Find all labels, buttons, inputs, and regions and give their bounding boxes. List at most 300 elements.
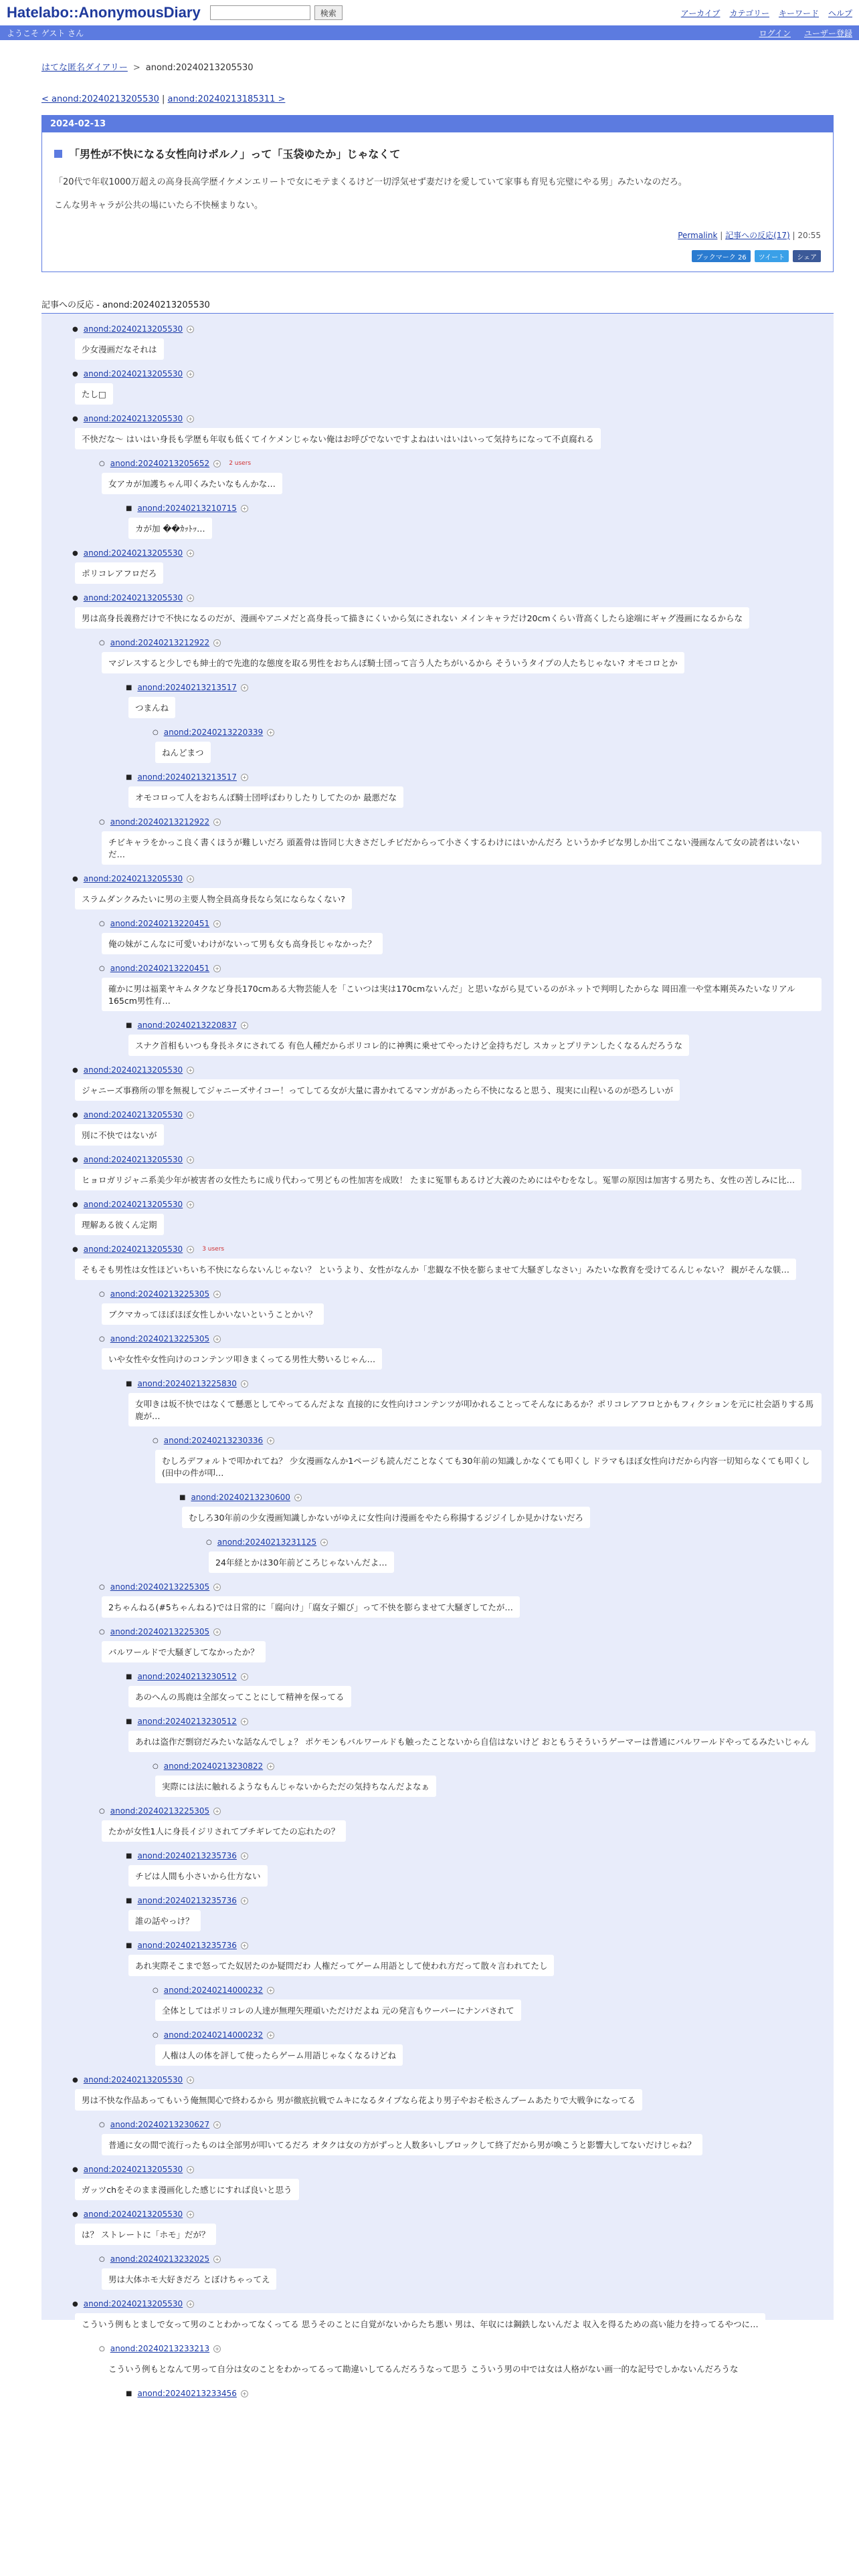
reactions-link[interactable]: 記事への反応(17) [725, 231, 790, 240]
expand-icon[interactable]: + [213, 819, 221, 826]
reply-header [72, 591, 822, 605]
bullet-icon: ○ [99, 1628, 105, 1636]
reply-link[interactable]: anond:20240213225305 [110, 1582, 210, 1592]
reply-text: 実際には法に触れるようなもんじゃないからただの気持ちなんだよなぁ [155, 1776, 436, 1797]
reply-text: あれ実際そこまで怒ってた奴居たのか疑問だわ 人権だってゲーム用語として使われ方だって散々言われてたし [128, 1955, 554, 1976]
reply-text: いや女性や女性向けのコンテンツ叩きまくってる男性大勢いるじゃん… [102, 1348, 382, 1370]
reply-link[interactable]: anond:20240213230512 [137, 1672, 237, 1681]
article-title[interactable] [54, 146, 821, 161]
reply-text: 全体としてはポリコレの人達が無理矢理頑いただけだよね 元の発言もウーパーにナンパされて [155, 2000, 521, 2021]
reply-header [126, 2386, 822, 2401]
article-footer: Permalink | 記事への反応(17) | 20:55 [678, 231, 821, 240]
reply-header [99, 916, 822, 931]
bullet-icon: ● [72, 549, 78, 557]
thread-reply [206, 1535, 822, 1580]
reply-link[interactable]: anond:20240213205530 [83, 548, 183, 558]
thread-reply [126, 1848, 822, 1893]
reply-header [72, 2162, 822, 2177]
reply-text: ガッツchをそのまま漫画化した感じにすれば良いと思う [75, 2179, 299, 2200]
thread-reply [126, 1018, 822, 1063]
thread-reply [99, 2117, 822, 2162]
reply-link[interactable]: anond:20240213205530 [83, 2299, 183, 2309]
reply-text: ヒョロガリジャニ系美少年が被害者の女性たちに成り代わって男どもの性加害を成敗！ たまに冤罪もあるけど大義のためにはやむをなし。冤罪の原因は加害する男たち、女性の苦しみに比… [75, 1169, 801, 1190]
reply-link[interactable]: anond:20240213205530 [83, 369, 183, 379]
bullet-icon: ○ [153, 728, 159, 736]
thread-reply [153, 1983, 822, 2028]
breadcrumb-separator: > [132, 63, 140, 73]
pager: < anond:20240213205530 | anond:20240213185311 > [41, 94, 286, 104]
bullet-icon: ● [72, 2076, 78, 2084]
reply-header [99, 1580, 822, 1594]
thread-reply [72, 1152, 822, 1197]
reply-header [72, 1107, 822, 1122]
reply-link[interactable]: anond:20240213213517 [137, 683, 237, 692]
reply-text: は？ ストレートに「ホモ」だが？ [75, 2224, 216, 2245]
reply-text: ポリコレアフロだろ [75, 562, 163, 584]
thread-reply [72, 2162, 822, 2207]
expand-icon[interactable]: + [241, 684, 248, 691]
reply-text: 2ちゃんねる(#5ちゃんねる)では日常的に「腐向け」「腐女子媚び」って不快を膨らませて大騒ぎしてたが… [102, 1596, 520, 1618]
reply-header [126, 1893, 822, 1908]
reply-header [153, 1433, 822, 1448]
expand-icon[interactable]: + [187, 2300, 194, 2308]
reply-link[interactable]: anond:20240213205530 [83, 1200, 183, 1209]
reply-header [179, 1490, 822, 1505]
thread-reply [99, 1624, 822, 1669]
thread-reply [179, 1490, 822, 1535]
reply-text: むしろデフォルトで叩かれてね？ 少女漫画なんか1ページも読んだことなくても30年前の知識しかなくても叩くし ドラマもほぼ女性向けだから内容一切知らなくても叩くし (田中の件が叩… [155, 1450, 822, 1483]
article [41, 115, 834, 272]
reactions-heading: 記事への反応 - anond:20240213205530 [41, 298, 834, 314]
expand-icon[interactable]: + [213, 2121, 221, 2129]
bullet-icon: ■ [126, 1673, 132, 1681]
reply-header [126, 680, 822, 695]
bullet-icon: ● [72, 415, 78, 423]
reply-text: 女アカが加護ちゃん叩くみたいなもんかな… [102, 473, 282, 494]
reply-header [126, 1018, 822, 1033]
reply-header [72, 1152, 822, 1167]
bullet-icon: ○ [99, 639, 105, 647]
reply-link[interactable]: anond:20240213230627 [110, 2120, 210, 2129]
reply-link[interactable]: anond:20240213225305 [110, 1627, 210, 1636]
thread-reply [153, 725, 822, 770]
expand-icon[interactable]: + [187, 875, 194, 883]
expand-icon[interactable]: + [213, 460, 221, 467]
expand-icon[interactable]: + [187, 1067, 194, 1074]
thread-reply [72, 546, 822, 591]
reply-text: 女叩きは坂不快ではなくて懸悪としてやってるんだよな 直接的に女性向けコンテンツが叩かれることってそんなにあるか？ポリコレアフロとかもフィクションを元に社会語りする馬鹿が… [128, 1393, 822, 1426]
reply-link[interactable]: anond:20240213230336 [163, 1436, 264, 1445]
thread-reply [72, 366, 822, 411]
expand-icon[interactable]: + [213, 1584, 221, 1591]
thread-reply [99, 635, 822, 680]
reply-link[interactable]: anond:20240213205530 [83, 874, 183, 883]
bullet-icon: ■ [126, 1897, 132, 1905]
reply-text: 男は高身長義務だけで不快になるのだが、漫画やアニメだと高身長って描きにくいから気にされない メインキャラだけ20cmくらい背高くしたら途端にギャグ漫画になるからな [75, 607, 749, 629]
reply-text: チビキャラをかっこ良く書くほうが難しいだろ 頭蓋骨は皆同じ大きさだしチビだからって小さくするわけにはいかんだろ というかチビな男しか出てこない漫画なんて女の読者はいないだ… [102, 831, 822, 865]
thread-reply [99, 456, 822, 501]
reply-text: 人権は人の体を評して使ったらゲーム用語じゃなくなるけどね [155, 2044, 403, 2066]
bullet-icon: ■ [126, 1852, 132, 1860]
reply-header [72, 2072, 822, 2087]
reply-link[interactable]: anond:20240213205530 [83, 324, 183, 334]
expand-icon[interactable]: + [241, 774, 248, 781]
expand-icon[interactable]: + [187, 2076, 194, 2084]
reply-text: 理解ある彼くん定期 [75, 1214, 164, 1235]
reply-header [126, 1669, 822, 1684]
thread-reply [72, 1107, 822, 1152]
article-paragraph: 「20代で年収1000万超えの高身長高学歴イケメンエリートで女にモテまくるけど一切浮気せず妻だけを愛していて家事も育児も完璧にやる男」みたいなのだろ。 [54, 177, 687, 187]
bullet-icon: ● [72, 1066, 78, 1074]
bullet-icon: ○ [99, 1290, 105, 1298]
reply-text: 男は不快な作品あってもいう俺無関心で終わるから 男が徹底抗戦でムキになるタイプなら花より男子やおそ松さんブームあたりで大戦争になってる [75, 2089, 642, 2111]
reply-link[interactable]: anond:20240213205530 [83, 593, 183, 603]
breadcrumb-current: anond:20240213205530 [145, 63, 254, 73]
reply-header [153, 1759, 822, 1774]
reply-link[interactable]: anond:20240213210715 [137, 504, 237, 513]
thread-reply [99, 1580, 822, 1624]
reply-link[interactable]: anond:20240213205530 [83, 1155, 183, 1164]
reply-link[interactable]: anond:20240213212922 [110, 817, 210, 827]
reply-text: スラムダンクみたいに男の主要人物全員高身長なら気にならなくない? [75, 888, 352, 909]
reply-text: こういう例もとましで女って男のことわかってなくってる 思うそのことに自覚がないからたち悪い 男は、年収には鋼鉄しないんだよ 収入を得るための高い能力を持ってるやつに… [75, 2313, 765, 2335]
expand-icon[interactable]: + [213, 2256, 221, 2263]
reply-link[interactable]: anond:20240213233456 [137, 2389, 237, 2398]
expand-icon[interactable]: + [187, 370, 194, 378]
reply-text: たかが女性1人に身長イジリされてブチギレてたの忘れたの？ [102, 1820, 346, 1842]
reply-link[interactable]: anond:20240213205530 [83, 2165, 183, 2174]
post-time: 20:55 [797, 231, 821, 240]
reply-header [99, 1287, 822, 1301]
reply-header [99, 2117, 822, 2132]
bullet-icon: ● [72, 2165, 78, 2173]
expand-icon[interactable]: + [187, 2166, 194, 2173]
reply-header [99, 815, 822, 829]
reply-link[interactable]: anond:20240213213517 [137, 772, 237, 782]
bullet-icon: ● [72, 1245, 78, 1253]
thread-reply [99, 2341, 822, 2386]
reply-link[interactable]: anond:20240213225830 [137, 1379, 237, 1388]
thread-reply [99, 815, 822, 871]
reply-text: カが加 ��ｶｯﾄｯ… [128, 518, 212, 539]
reply-link[interactable]: anond:20240213205530 [83, 2210, 183, 2219]
thread-reply [72, 2207, 822, 2252]
bullet-icon: ● [72, 325, 78, 333]
breadcrumb [0, 40, 859, 73]
thread-reply [99, 961, 822, 1018]
bullet-icon: ○ [153, 1986, 159, 1994]
reply-text: 普通に女の間で流行ったものは全部男が叩いてるだろ オタクは女の方がずっと人数多いしブロックして終了だから男が喚こうと影響大してないだけじゃね？ [102, 2134, 702, 2155]
expand-icon[interactable]: + [187, 415, 194, 423]
reply-link[interactable]: anond:20240213232025 [110, 2254, 210, 2264]
reply-header [99, 2341, 822, 2356]
thread-reply [126, 1376, 822, 1433]
bullet-icon: ● [72, 1156, 78, 1164]
breadcrumb-home-link[interactable]: はてな匿名ダイアリー [41, 63, 128, 73]
tweet-button[interactable]: ツイート [755, 250, 789, 262]
bullet-icon: ○ [153, 1436, 159, 1444]
expand-icon[interactable]: + [241, 1673, 248, 1681]
expand-icon[interactable]: + [213, 1628, 221, 1636]
reply-link[interactable]: anond:20240213231125 [217, 1537, 317, 1547]
bullet-icon: ○ [99, 920, 105, 928]
expand-icon[interactable]: + [187, 326, 194, 333]
reply-link[interactable]: anond:20240213230512 [137, 1717, 237, 1726]
expand-icon[interactable]: + [241, 1380, 248, 1388]
reply-text: 誰の話やっけ？ [128, 1910, 201, 1931]
bullet-icon: ■ [126, 504, 132, 512]
thread-reply [72, 411, 822, 456]
reply-header [126, 1938, 822, 1953]
reply-header [99, 635, 822, 650]
expand-icon[interactable]: + [213, 920, 221, 928]
reply-link[interactable]: anond:20240213233213 [110, 2344, 210, 2353]
article-date: 2024-02-13 [42, 116, 833, 132]
thread-reply [126, 1669, 822, 1714]
reply-text: 別に不快ではないが [75, 1124, 164, 1146]
expand-icon[interactable]: + [294, 1494, 302, 1501]
thread-reply [126, 2386, 822, 2401]
bullet-icon: ○ [99, 1335, 105, 1343]
expand-icon[interactable]: + [213, 1291, 221, 1298]
reply-header [126, 1714, 822, 1729]
reply-link[interactable]: anond:20240213205530 [83, 1110, 183, 1119]
bullet-icon: ■ [126, 1717, 132, 1725]
search-button[interactable]: 検索 [314, 5, 343, 20]
bullet-icon: ■ [126, 1021, 132, 1029]
bullet-icon: ● [72, 370, 78, 378]
thread-reply [72, 591, 822, 635]
expand-icon[interactable]: + [187, 1156, 194, 1164]
expand-icon[interactable]: + [213, 1335, 221, 1343]
reply-header [72, 1242, 822, 1257]
reply-header [72, 322, 822, 336]
reaction-thread [41, 314, 834, 2398]
reply-link[interactable]: anond:20240213220837 [137, 1021, 237, 1030]
bullet-icon: ■ [179, 1493, 186, 1501]
bullet-icon: ■ [126, 773, 132, 781]
reply-link[interactable]: anond:20240213225305 [110, 1334, 210, 1344]
expand-icon[interactable]: + [187, 550, 194, 557]
bullet-icon: ○ [99, 964, 105, 972]
nav-help-link[interactable]: ヘルプ [828, 8, 852, 18]
thread-reply [72, 871, 822, 916]
bullet-icon: ■ [126, 683, 132, 691]
expand-icon[interactable]: + [241, 1852, 248, 1860]
reply-link[interactable]: anond:20240213220451 [110, 964, 210, 973]
reply-header [99, 961, 822, 976]
register-link[interactable]: ユーザー登録 [803, 28, 852, 38]
expand-icon[interactable]: + [187, 595, 194, 602]
reply-link[interactable]: anond:20240214000232 [163, 1985, 264, 1995]
share-buttons [54, 250, 821, 262]
reply-text: チビは人間も小さいから仕方ない [128, 1865, 268, 1887]
reply-text: ジャニーズ事務所の罪を無視してジャニーズサイコー！ってしてる女が大量に書かれてるマンガがあったら不快になると思う、現実に山程いるのが恐ろしいが [75, 1079, 680, 1101]
thread-reply [126, 501, 822, 546]
reply-link[interactable]: anond:20240213205652 [110, 459, 210, 468]
reply-header [72, 546, 822, 560]
reply-text: 俺の妹がこんなに可愛いわけがないって男も女も高身長じゃなかった？ [102, 933, 383, 954]
reply-text: 少女漫画だなそれは [75, 338, 164, 360]
expand-icon[interactable]: + [267, 2032, 274, 2039]
reply-header [126, 501, 822, 516]
reply-text: つまんね [128, 697, 175, 718]
top-bar [0, 0, 859, 25]
nav-archive-link[interactable]: アーカイブ [680, 8, 721, 18]
expand-icon[interactable]: + [213, 2345, 221, 2353]
reply-text: ねんどまつ [155, 742, 211, 763]
expand-icon[interactable]: + [241, 505, 248, 512]
reply-text: そもそも男性は女性ほどいちいち不快にならないんじゃない？ というより、女性がなんか「悲観な不快を膨らませて大騒ぎしなさい」みたいな教育を受けてるんじゃない？ 親がそんな躾… [75, 1259, 796, 1280]
expand-icon[interactable]: + [267, 1987, 274, 1994]
title-square-icon [54, 150, 62, 158]
expand-icon[interactable]: + [241, 1942, 248, 1949]
reply-header [72, 1197, 822, 1212]
bullet-icon: ○ [153, 1762, 159, 1770]
reply-header [153, 725, 822, 740]
login-link[interactable]: ログイン [759, 28, 791, 38]
bullet-icon: ○ [153, 2031, 159, 2039]
expand-icon[interactable]: + [213, 1808, 221, 1815]
thread-reply [72, 322, 822, 366]
expand-icon[interactable]: + [213, 965, 221, 972]
reply-header [72, 871, 822, 886]
reply-link[interactable]: anond:20240213225305 [110, 1289, 210, 1299]
bullet-icon: ■ [126, 1380, 132, 1388]
reply-link[interactable]: anond:20240213235736 [137, 1941, 237, 1950]
reply-header [99, 1804, 822, 1818]
bullet-icon: ● [72, 1111, 78, 1119]
top-nav [681, 7, 852, 19]
reply-link[interactable]: anond:20240213212922 [110, 638, 210, 647]
reply-text: ブクマカってほぼほぼ女性しかいないということかい？ [102, 1303, 324, 1325]
bullet-icon: ● [72, 2210, 78, 2218]
reply-header [126, 1376, 822, 1391]
thread-reply [99, 916, 822, 961]
expand-icon[interactable]: + [241, 1022, 248, 1029]
thread-reply [72, 2072, 822, 2117]
thread-reply [72, 1242, 822, 1287]
reply-header [72, 1063, 822, 1077]
reply-text: 確かに男は福業ヤキムタクなど身長170cmある大物芸能人を「こいつは実は170cmないんだ」と思いながら見ているのがネットで判明したからな 岡田准一や堂本剛英みたいなリアル165cm男性有… [102, 978, 822, 1011]
thread-reply [99, 1287, 822, 1331]
reply-text: むしろ30年前の少女漫画知識しかないがゆえに女性向け漫画をやたら称揚するジジイしか見かけないだろ [182, 1507, 590, 1528]
reply-link[interactable]: anond:20240213205530 [83, 414, 183, 423]
thread-reply [126, 1714, 822, 1759]
search-input[interactable] [210, 5, 310, 20]
reply-header [126, 770, 822, 784]
bullet-icon: ○ [99, 2255, 105, 2263]
reply-link[interactable]: anond:20240214000232 [163, 2030, 264, 2040]
expand-icon[interactable]: + [320, 1539, 328, 1546]
bookmark-users-badge[interactable]: 3 users [202, 1246, 225, 1253]
reply-text: 不快だな〜 はいはい身長も学歴も年収も低くてイケメンじゃない俺はお呼びでないですよねはいはいはいって気持ちになって不貞腐れる [75, 428, 601, 449]
expand-icon[interactable]: + [187, 2211, 194, 2218]
bullet-icon: ● [72, 2300, 78, 2308]
next-entry-link[interactable]: anond:20240213185311 > [167, 94, 286, 104]
reply-header [126, 1848, 822, 1863]
reply-link[interactable]: anond:20240213230822 [163, 1761, 264, 1771]
reply-text: こういう例もとなんて男って自分は女のことをわかってるって勘違いしてるんだろうなって思う こういう男の中では女は人格がない画一的な記号でしかないんだろうな [102, 2358, 745, 2379]
reply-header [72, 411, 822, 426]
reply-link[interactable]: anond:20240213205530 [83, 1245, 183, 1254]
bullet-icon: ■ [126, 1941, 132, 1949]
article-paragraph: こんな男キャラが公共の場にいたら不快極まりない。 [54, 201, 264, 211]
bullet-icon: ○ [206, 1538, 212, 1546]
thread-reply [99, 2252, 822, 2296]
expand-icon[interactable]: + [241, 1718, 248, 1725]
nav-keyword-link[interactable]: キーワード [778, 8, 819, 18]
thread-reply [72, 1063, 822, 1107]
thread-reply [153, 1759, 822, 1804]
reply-link[interactable]: anond:20240213235736 [137, 1896, 237, 1905]
expand-icon[interactable]: + [187, 1201, 194, 1208]
reply-header [153, 2028, 822, 2042]
thread-reply [153, 2028, 822, 2072]
permalink-link[interactable]: Permalink [678, 231, 718, 240]
reply-link[interactable]: anond:20240213220339 [163, 728, 264, 737]
bullet-icon: ● [72, 875, 78, 883]
hatena-bookmark-button[interactable]: ブックマーク 26 [692, 250, 750, 262]
reply-header [72, 2296, 822, 2311]
reply-header [99, 1331, 822, 1346]
reply-text: 男は大体ホモ大好きだろ とぼけちゃってえ [102, 2268, 276, 2290]
bullet-icon: ○ [99, 2345, 105, 2353]
thread-reply [126, 770, 822, 815]
reply-link[interactable]: anond:20240213220451 [110, 919, 210, 928]
expand-icon[interactable]: + [267, 729, 274, 736]
reply-link[interactable]: anond:20240213230600 [191, 1493, 290, 1502]
reply-link[interactable]: anond:20240213235736 [137, 1851, 237, 1860]
thread-reply [153, 1433, 822, 1490]
article-title-text: 「男性が不快になる女性向けポルノ」って「玉袋ゆたか」じゃなくて [69, 148, 401, 160]
expand-icon[interactable]: + [267, 1763, 274, 1770]
reply-text: バルワールドで大騒ぎしてなかったか？ [102, 1641, 266, 1662]
bullet-icon: ○ [99, 1583, 105, 1591]
expand-icon[interactable]: + [213, 639, 221, 647]
expand-icon[interactable]: + [267, 1437, 274, 1444]
prev-entry-link[interactable]: < anond:20240213205530 [41, 94, 159, 104]
site-logo[interactable]: Hatelabo::AnonymousDiary [7, 4, 201, 21]
thread-reply [126, 1893, 822, 1938]
bullet-icon: ○ [99, 2121, 105, 2129]
reply-link[interactable]: anond:20240213205530 [83, 1065, 183, 1075]
expand-icon[interactable]: + [187, 1111, 194, 1119]
reply-text: あれは盗作だ剽窃だみたいな話なんでしょ？ ポケモンもバルワールドも触ったことないから自信はないけど おともうそういうゲーマーは普通にバルワールドやってるみたいじゃん [128, 1731, 816, 1752]
thread-reply [126, 1938, 822, 1983]
expand-icon[interactable]: + [187, 1246, 194, 1253]
reply-link[interactable]: anond:20240213205530 [83, 2075, 183, 2084]
bullet-icon: ○ [99, 459, 105, 467]
reply-text: たし□ [75, 383, 113, 405]
reply-text: オモコロって人をおちんぽ騎士団呼ばわりしたりしてたのか 最悪だな [128, 786, 403, 808]
reply-link[interactable]: anond:20240213225305 [110, 1806, 210, 1816]
reply-text: あのへんの馬鹿は全部女ってことにして精神を保ってる [128, 1686, 351, 1707]
bookmark-users-badge[interactable]: 2 users [229, 460, 252, 467]
facebook-share-button[interactable]: シェア [793, 250, 821, 262]
reply-header [153, 1983, 822, 1998]
welcome-text: ようこそ ゲスト さん [7, 28, 84, 38]
reply-header [72, 366, 822, 381]
bullet-icon: ○ [99, 818, 105, 826]
nav-category-link[interactable]: カテゴリー [729, 8, 769, 18]
reply-header [206, 1535, 822, 1549]
reply-text: マジレスすると少しでも紳士的で先進的な態度を取る男性をおちんぽ騎士団って言う人たちがいるから そういうタイプの人たちじゃない? オモコロとか [102, 652, 684, 673]
expand-icon[interactable]: + [241, 2390, 248, 2397]
bullet-icon: ○ [99, 1807, 105, 1815]
expand-icon[interactable]: + [241, 1897, 248, 1905]
reply-text: 24年経とかは30年前どころじゃないんだよ… [209, 1551, 394, 1573]
